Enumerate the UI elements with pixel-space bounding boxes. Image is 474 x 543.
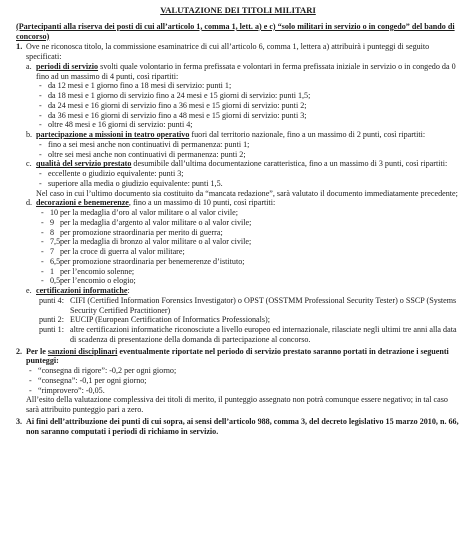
section-2-note: All’esito della valutazione complessiva dei titoli di merito, il punteggio assegnato non potrà comunque essere negativo; in tal caso sarà attribuito punteggio pari a zero.: [26, 395, 448, 414]
list-item: - 1 per l’encomio solenne;: [41, 266, 135, 276]
item-letter: b.: [26, 130, 33, 139]
item-d-heading: decorazioni e benemerenze: [36, 198, 129, 208]
section-3: [16, 417, 460, 437]
item-d-text: [36, 198, 460, 208]
points-value: 7,5: [50, 237, 61, 247]
sanzioni-disciplinari-label: sanzioni disciplinari: [47, 346, 118, 356]
item-c-qualita-servizio: [26, 159, 460, 198]
item-e-heading: certificazioni informatiche: [36, 286, 128, 295]
item-letter: e.: [26, 286, 32, 295]
section-2: [16, 347, 460, 415]
list-item: - da 12 mesi e 1 giorno fino a 18 mesi di servizio: punti 1;: [39, 81, 232, 91]
item-letter: a.: [26, 61, 32, 71]
item-c-note: Nel caso in cui l’ultimo documento sia costituito da “mancata redazione”, sarà valutato il documento immediatamente precedente;: [36, 188, 458, 198]
points-value: 0,5: [50, 276, 61, 286]
list-item: - 8 per promozione straordinaria per merito di guerra;: [41, 227, 223, 237]
list-item: - fino a sei mesi anche non continuativi di permanenza: punti 1;: [39, 139, 250, 149]
list-item: - “consegna”: -0,1 per ogni giorno;: [29, 375, 147, 385]
item-e-text: [36, 286, 460, 296]
item-c-text: [36, 159, 460, 169]
points-label: punti 1:: [39, 325, 64, 334]
section-3-text: Ai fini dell’attribuzione dei punti di cui sopra, ai sensi dell’articolo 988, comma 3, del decreto legislativo 15 marzo 2010, n. 66, non saranno computati i periodi di richiamo in servizio.: [26, 416, 459, 436]
points-value: 1: [50, 266, 55, 276]
item-e-certificazioni: [26, 286, 460, 345]
points-value: 8: [50, 227, 55, 237]
document-subtitle: (Partecipanti alla riserva dei posti di cui all’articolo 1, comma 1, lett. a) e c) “solo militari in servizio o in congedo” del bando di concorso): [16, 21, 455, 41]
points-label: punti 4:: [39, 295, 64, 305]
item-b-missioni: [26, 130, 460, 159]
list-item: - 10 per la medaglia d’oro al valor militare o al valor civile;: [41, 208, 238, 217]
item-a-desc: svolti quale volontario in ferma prefissata e volontari in ferma prefissata iniziale in servizio o in congedo da 0 fino ad un massimo di 4 punti, così ripartiti:: [36, 61, 456, 81]
list-item: - 9 per la medaglia d’argento al valor militare o al valor civile;: [41, 217, 252, 227]
section-number: 1.: [16, 41, 23, 52]
list-item: - oltre sei mesi anche non continuativi di permanenza: punti 2;: [39, 149, 246, 159]
item-letter: d.: [26, 198, 33, 208]
list-item: punti 2: EUCIP (European Certification of Informatics Professionals);: [39, 315, 270, 325]
list-item: - da 18 mesi e 1 giorno di servizio fino a 24 mesi e 15 giorni di servizio: punti 1,5;: [39, 91, 311, 100]
item-c-desc: desumibile dall’ultima documentazione caratteristica, fino a un massimo di 3 punti, così ripartiti:: [131, 159, 448, 169]
item-letter: c.: [26, 159, 32, 169]
item-b-desc: fuori dal territorio nazionale, fino a un massimo di 2 punti, così ripartiti:: [189, 130, 426, 139]
section-2-text: Per le sanzioni disciplinari eventualmente riportate nel periodo di servizio prestato saranno portati in detrazione i seguenti punteggi:: [26, 346, 449, 366]
list-item: - da 24 mesi e 16 giorni di servizio fino a 36 mesi e 15 giorni di servizio: punti 2;: [39, 100, 307, 110]
list-item: - 6,5 per promozione straordinaria per benemerenze d’istituto;: [41, 256, 245, 266]
item-a-periodi-servizio: [26, 62, 460, 130]
list-item: - “consegna di rigore”: -0,2 per ogni giorno;: [29, 366, 177, 375]
list-item: - eccellente o giudizio equivalente: punti 3;: [39, 169, 184, 178]
item-a-heading: periodi di servizio: [36, 61, 99, 71]
item-e-desc: :: [127, 286, 130, 295]
list-item: punti 1: altre certificazioni informatiche riconosciute a livello europeo ed internazionale, rilasciate negli ultimi tre anni alla data di scadenza di presentazione della domanda di partecipazione al concorso.: [39, 325, 457, 344]
section-number: 3.: [16, 416, 23, 426]
item-c-heading: qualità del servizio prestato: [36, 159, 132, 169]
points-value: 10: [50, 208, 59, 217]
list-item: - oltre 48 mesi e 16 giorni di servizio: punti 4;: [39, 120, 193, 130]
points-value: 7: [50, 247, 55, 256]
points-label: punti 2:: [39, 315, 64, 325]
points-value: 9: [50, 217, 55, 227]
list-item: - 7,5 per la medaglia di bronzo al valor militare o al valor civile;: [41, 237, 252, 247]
list-item: - da 36 mesi e 16 giorni di servizio fino a 48 mesi e 15 giorni di servizio: punti 3;: [39, 110, 307, 120]
document-title: VALUTAZIONE DEI TITOLI MILITARI: [160, 5, 316, 15]
item-b-heading: partecipazione a missioni in teatro operativo: [36, 130, 190, 139]
section-1-intro: Ove ne riconosca titolo, la commissione esaminatrice di cui all’articolo 6, comma 1, lettera a) attribuirà i punteggi di seguito specificati:: [26, 42, 430, 61]
list-item: - 0,5 per l’encomio o elogio;: [41, 276, 136, 286]
item-d-decorazioni: [26, 198, 460, 286]
list-item: - “rimprovero”: -0,05.: [29, 385, 105, 395]
list-item: - 7 per la croce di guerra al valor militare;: [41, 247, 185, 256]
points-value: 6,5: [50, 256, 61, 266]
section-number: 2.: [16, 346, 23, 356]
item-b-text: [36, 130, 460, 140]
item-a-text: [36, 62, 460, 82]
list-item: - superiore alla media o giudizio equivalente: punti 1,5.: [39, 178, 223, 188]
section-1: [16, 42, 460, 344]
item-d-desc: , fino a un massimo di 10 punti, così ripartiti:: [128, 198, 276, 208]
list-item: punti 4: CIFI (Certified Information Forensics Investigator) o OPST (OSSTMM Professional Security Tester) o SSCP (Systems Security Certified Practitioner): [39, 295, 457, 315]
